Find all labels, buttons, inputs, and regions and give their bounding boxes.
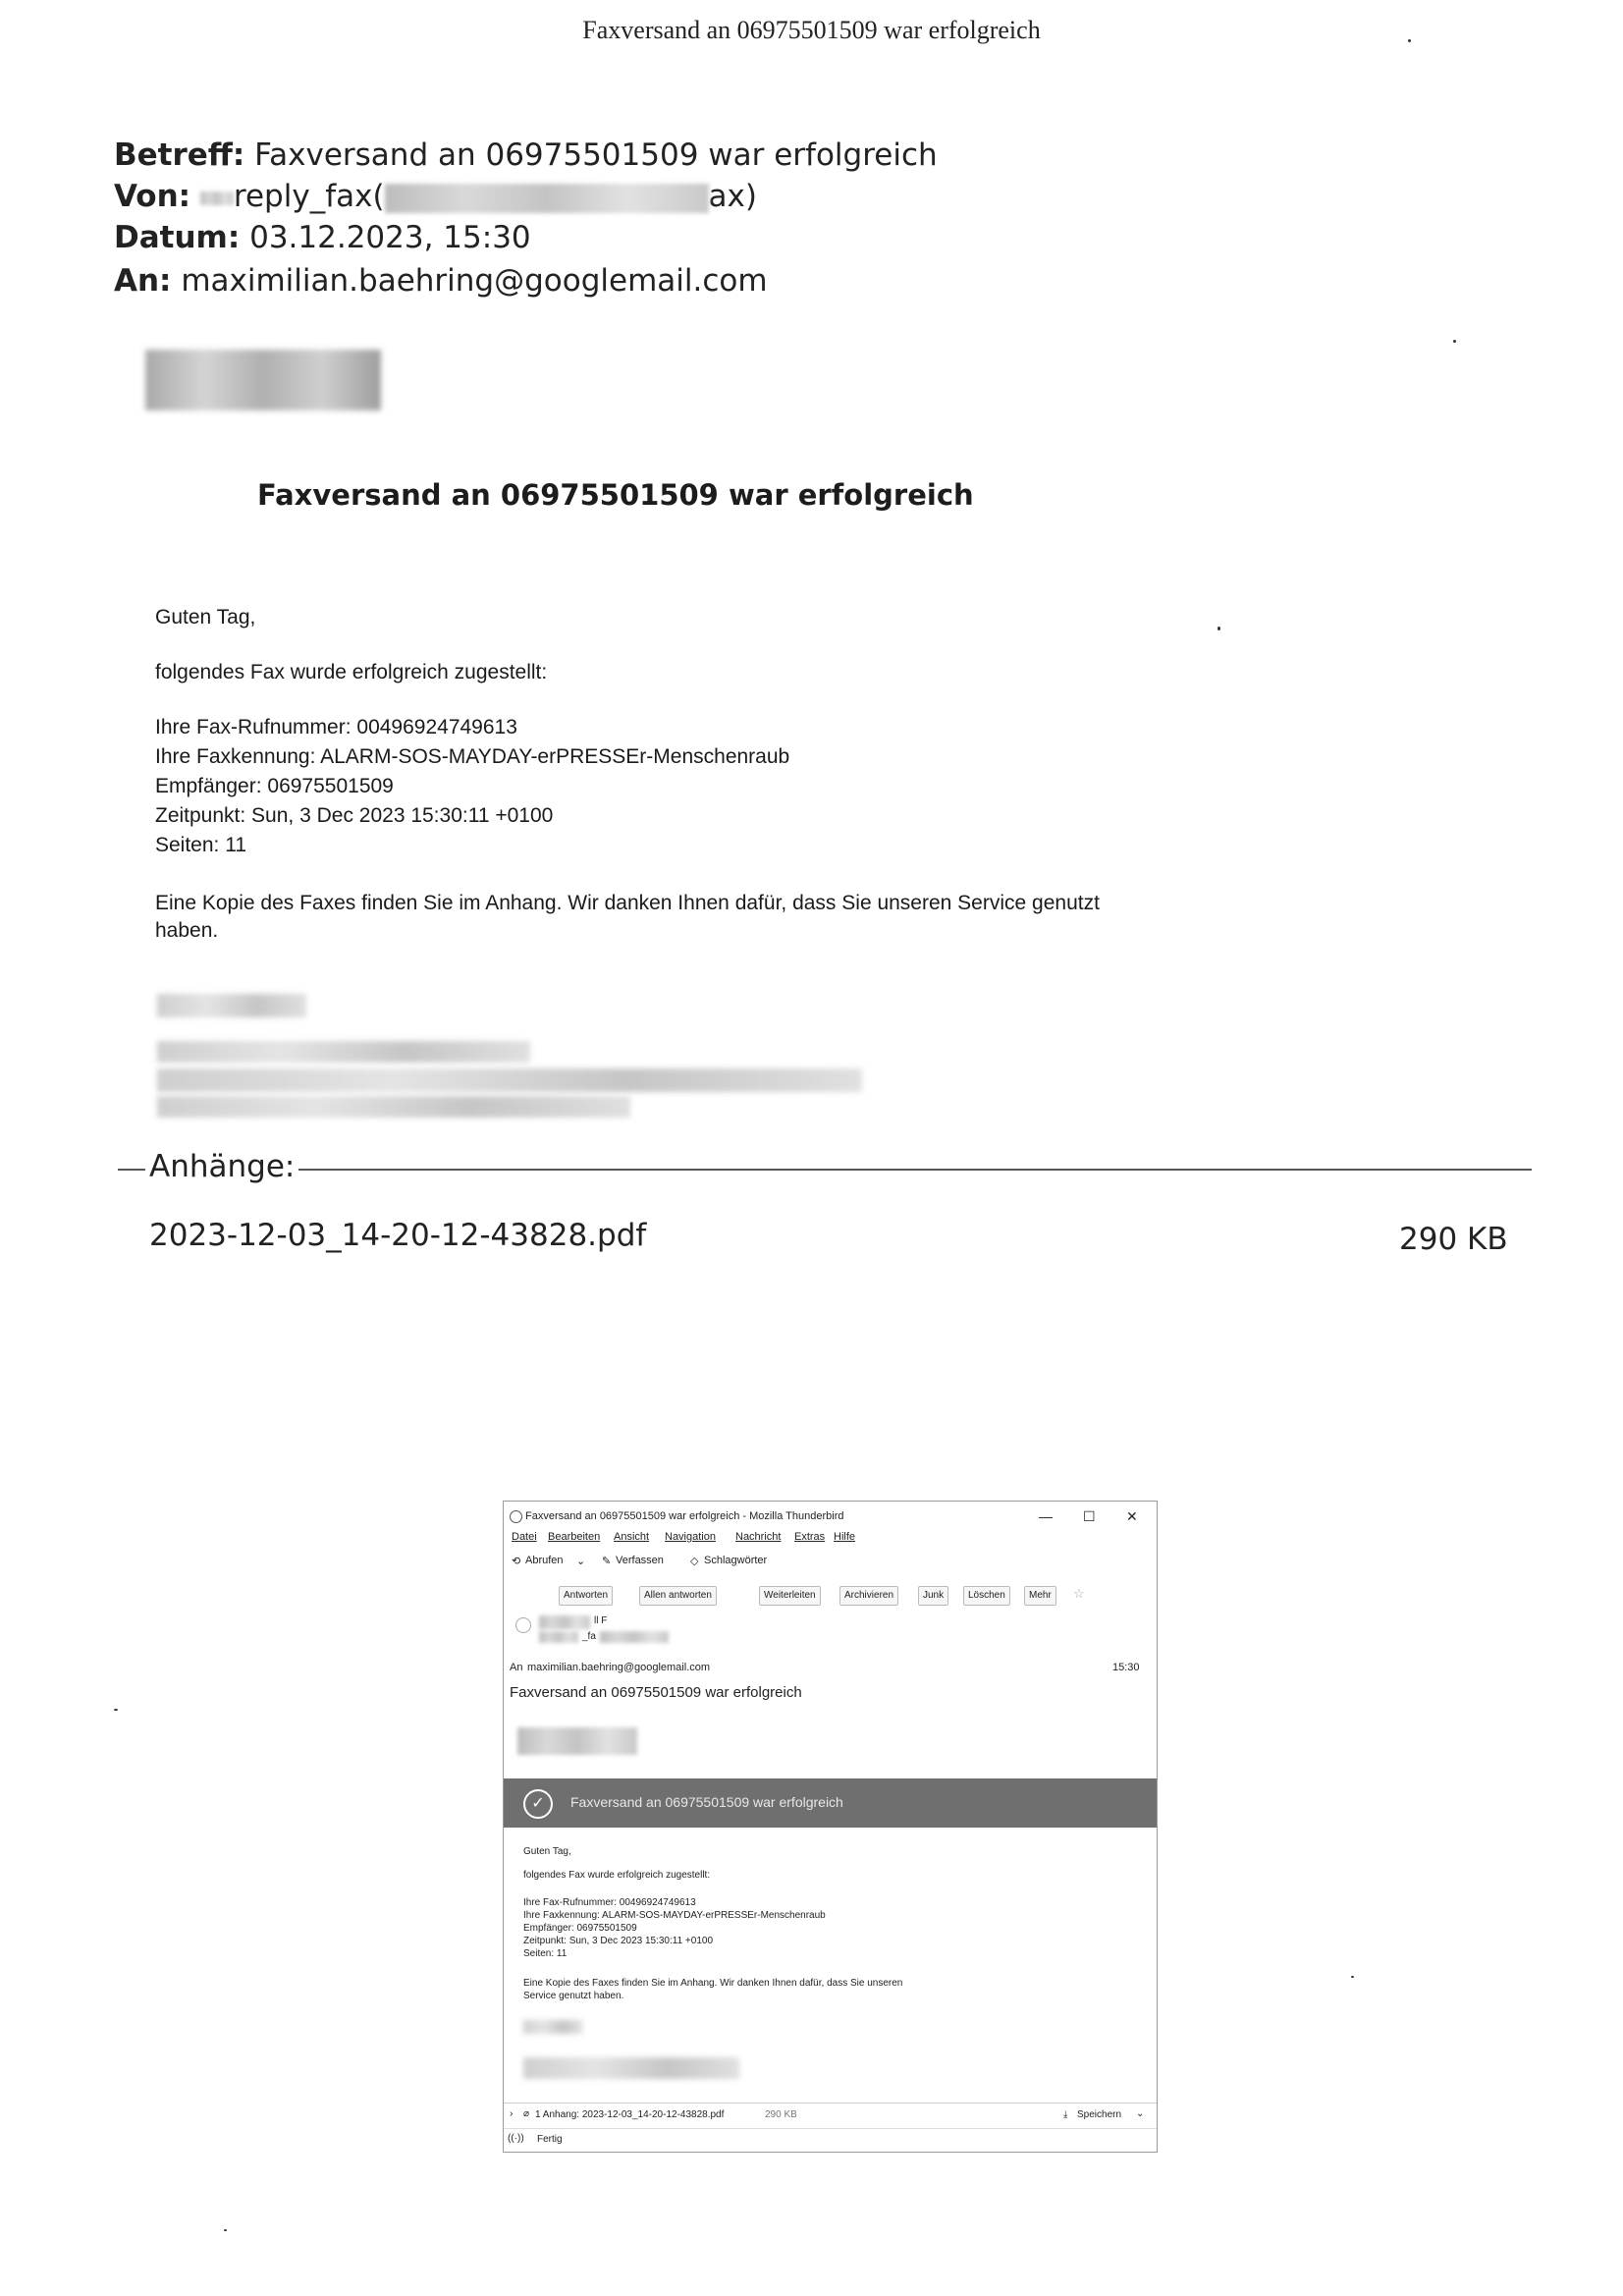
redacted-logo (145, 350, 381, 410)
to-value: maximilian.baehring@googlemail.com (527, 1662, 711, 1673)
message-actions (504, 1586, 1157, 1606)
detail-line: Zeitpunkt: Sun, 3 Dec 2023 15:30:11 +0100 (155, 804, 554, 827)
menu-navigation[interactable]: Navigation (665, 1531, 716, 1543)
scan-speck (1453, 340, 1456, 343)
mail-greeting: Guten Tag, (155, 606, 256, 629)
closing-line: haben. (155, 919, 219, 942)
junk-button[interactable]: Junk (918, 1586, 948, 1606)
window-titlebar (504, 1505, 1157, 1527)
save-button[interactable]: Speichern (1077, 2109, 1122, 2120)
banner-text: Faxversand an 06975501509 war erfolgreich (570, 1794, 843, 1810)
attachment-text[interactable]: 1 Anhang: 2023-12-03_14-20-12-43828.pdf (535, 2109, 725, 2120)
redacted-signature-line (157, 1096, 630, 1118)
download-icon: ⤓ (1063, 2109, 1068, 2120)
subject-row (114, 134, 938, 177)
from-label: Von: (114, 179, 191, 214)
check-icon: ✓ (523, 1789, 553, 1819)
save-dropdown-icon[interactable]: ⌄ (1136, 2108, 1145, 2119)
to-label: An: (114, 263, 172, 299)
more-button[interactable]: Mehr (1024, 1586, 1056, 1606)
reply-button[interactable]: Antworten (559, 1586, 613, 1606)
detail-line: Ihre Faxkennung: ALARM-SOS-MAYDAY-erPRESSEr-Menschenraub (523, 1910, 826, 1921)
reply-all-button[interactable]: Allen antworten (639, 1586, 717, 1606)
mail-closing (155, 890, 1100, 945)
to-row (114, 259, 768, 302)
redacted-sender (539, 1631, 578, 1643)
menu-edit[interactable]: Bearbeiten (548, 1531, 601, 1543)
delete-button[interactable]: Löschen (963, 1586, 1010, 1606)
star-icon[interactable]: ☆ (1073, 1586, 1085, 1601)
redacted-logo (517, 1727, 637, 1755)
success-banner (504, 1778, 1157, 1828)
scan-speck (224, 2229, 227, 2231)
attachment-bar (504, 2103, 1157, 2127)
sender-block (504, 1615, 1157, 1655)
activity-icon: ((·)) (508, 2133, 524, 2144)
thunderbird-icon (510, 1510, 522, 1523)
to-value: maximilian.baehring@googlemail.com (181, 263, 768, 299)
detail-line: Zeitpunkt: Sun, 3 Dec 2023 15:30:11 +0100 (523, 1936, 714, 1946)
detail-line: Seiten: 11 (155, 834, 247, 856)
sender-line-1: ll F (594, 1615, 608, 1626)
closing-line: Eine Kopie des Faxes finden Sie im Anhang. Wir danken Ihnen dafür, dass Sie unseren Service genutzt (155, 892, 1100, 914)
message-subject: Faxversand an 06975501509 war erfolgreich (510, 1684, 802, 1701)
expand-chevron-icon[interactable]: › (510, 2108, 514, 2119)
closing-line: Service genutzt haben. (523, 1991, 624, 2001)
detail-line: Ihre Faxkennung: ALARM-SOS-MAYDAY-erPRESSEr-Menschenraub (155, 745, 790, 768)
paperclip-icon: ⌀ (523, 2108, 530, 2119)
menu-extras[interactable]: Extras (794, 1531, 826, 1543)
mail-details (155, 713, 789, 860)
from-prefix: reply_fax( (233, 179, 385, 214)
body-intro: folgendes Fax wurde erfolgreich zugestellt: (523, 1870, 711, 1881)
mail-title: Faxversand an 06975501509 war erfolgreich (257, 478, 974, 512)
attachment-file-size: 290 KB (1399, 1222, 1508, 1257)
date-value: 03.12.2023, 15:30 (249, 220, 531, 255)
attachment-size: 290 KB (765, 2109, 797, 2120)
window-title: Faxversand an 06975501509 war erfolgreich - Mozilla Thunderbird (525, 1510, 844, 1522)
redacted-sender-address (385, 184, 709, 213)
date-row (114, 216, 531, 259)
body-greeting: Guten Tag, (523, 1846, 571, 1857)
to-label: An (510, 1662, 523, 1673)
fetch-button[interactable]: Abrufen (525, 1555, 564, 1566)
detail-line: Empfänger: 06975501509 (523, 1923, 637, 1934)
menu-view[interactable]: Ansicht (614, 1531, 650, 1543)
body-closing (523, 1977, 902, 2002)
detail-line: Empfänger: 06975501509 (155, 775, 394, 797)
tags-button[interactable]: Schlagwörter (704, 1555, 768, 1566)
scan-speck (1351, 1976, 1354, 1978)
tag-icon: ◇ (690, 1556, 699, 1567)
compose-button[interactable]: Verfassen (616, 1555, 664, 1566)
redacted-signature (523, 2020, 582, 2034)
scan-speck (1408, 39, 1411, 42)
subject-label: Betreff: (114, 137, 245, 173)
main-toolbar (504, 1552, 1157, 1571)
from-suffix: ax) (708, 179, 757, 214)
menu-help[interactable]: Hilfe (834, 1531, 856, 1543)
date-label: Datum: (114, 220, 241, 255)
compose-icon: ✎ (602, 1556, 612, 1567)
closing-line: Eine Kopie des Faxes finden Sie im Anhang. Wir danken Ihnen dafür, dass Sie unseren (523, 1978, 903, 1989)
attachment-file-name[interactable]: 2023-12-03_14-20-12-43828.pdf (149, 1218, 647, 1253)
redacted-sender (539, 1615, 590, 1629)
thunderbird-screenshot (503, 1501, 1158, 2153)
detail-line: Ihre Fax-Rufnummer: 00496924749613 (155, 716, 517, 738)
print-title: Faxversand an 06975501509 war erfolgreich (582, 16, 1041, 44)
fetch-dropdown-icon[interactable]: ⌄ (576, 1556, 586, 1567)
scan-speck (114, 1709, 118, 1711)
subject-value: Faxversand an 06975501509 war erfolgreich (254, 137, 938, 173)
attachments-label: Anhänge: (145, 1149, 298, 1184)
message-time: 15:30 (1112, 1662, 1140, 1673)
detail-line: Ihre Fax-Rufnummer: 00496924749613 (523, 1897, 696, 1908)
fetch-icon: ⟲ (512, 1556, 521, 1567)
redacted-signature-name (157, 994, 306, 1017)
mail-intro: folgendes Fax wurde erfolgreich zugestellt: (155, 661, 548, 683)
status-text: Fertig (537, 2134, 563, 2145)
menu-file[interactable]: Datei (512, 1531, 537, 1543)
body-details (523, 1896, 826, 1960)
redacted-signature-line (157, 1068, 862, 1092)
from-row (114, 175, 757, 218)
maximize-icon[interactable]: ☐ (1083, 1508, 1096, 1524)
menu-bar (504, 1529, 1157, 1547)
sender-line-2: _fa (582, 1631, 596, 1642)
redacted-sender (600, 1631, 669, 1643)
close-icon[interactable]: ✕ (1126, 1508, 1138, 1524)
redacted-sender-prefix (200, 191, 234, 205)
archive-button[interactable]: Archivieren (839, 1586, 898, 1606)
attachments-divider (118, 1169, 1532, 1171)
forward-button[interactable]: Weiterleiten (759, 1586, 821, 1606)
redacted-signature-line (157, 1041, 530, 1063)
avatar (515, 1617, 531, 1633)
menu-message[interactable]: Nachricht (735, 1531, 782, 1543)
status-bar (504, 2128, 1157, 2151)
detail-line: Seiten: 11 (523, 1948, 568, 1959)
scan-speck (1217, 627, 1220, 630)
minimize-icon[interactable]: — (1039, 1508, 1053, 1524)
redacted-signature (523, 2057, 739, 2079)
